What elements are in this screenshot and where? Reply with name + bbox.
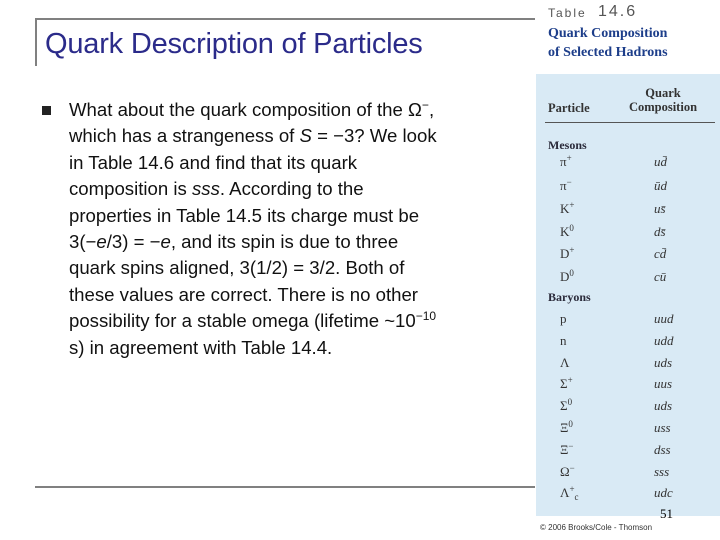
column-header-quark-composition bbox=[623, 86, 703, 114]
body-text-run: quark spins aligned, 3(1/2) = 3/2. Both of bbox=[69, 257, 405, 279]
body-line bbox=[69, 229, 517, 255]
particle-superscript: + bbox=[567, 375, 573, 385]
table-title-line: of Selected Hadrons bbox=[548, 45, 668, 60]
baryon-particle bbox=[560, 398, 572, 414]
baryon-particle bbox=[560, 311, 567, 327]
particle-symbol: Ξ bbox=[560, 442, 569, 457]
meson-quark-composition: ds̄ bbox=[654, 224, 666, 239]
meson-quark-composition: ud̄ bbox=[654, 154, 667, 169]
baryon-particle bbox=[560, 485, 579, 501]
body-line bbox=[69, 255, 517, 281]
body-line bbox=[69, 97, 517, 123]
column-header-line: Composition bbox=[628, 100, 698, 114]
meson-particle bbox=[560, 154, 572, 170]
baryon-quark-composition: udd bbox=[654, 333, 674, 348]
body-text-run: 3(− bbox=[69, 231, 97, 253]
particle-superscript: 0 bbox=[569, 223, 574, 233]
meson-quark-composition: cū bbox=[654, 269, 667, 284]
body-text-run: which has a strangeness of bbox=[69, 125, 300, 147]
particle-symbol: Ω bbox=[560, 464, 570, 479]
body-italic-run: S bbox=[299, 125, 312, 147]
baryon-quark-composition: uss bbox=[654, 420, 671, 435]
body-line bbox=[69, 335, 517, 361]
meson-particle bbox=[560, 201, 574, 217]
particle-superscript: − bbox=[569, 463, 575, 473]
baryon-quark-composition: sss bbox=[654, 464, 670, 479]
meson-particle bbox=[560, 246, 574, 262]
particle-superscript: − bbox=[568, 441, 574, 451]
section-baryons: Baryons bbox=[548, 290, 591, 304]
particle-symbol: n bbox=[560, 333, 567, 348]
body-italic-run: e bbox=[160, 231, 171, 253]
baryon-particle bbox=[560, 376, 573, 392]
table-header-rule bbox=[545, 122, 715, 123]
baryon-quark-composition: udc bbox=[654, 485, 673, 500]
body-text-run: in Table 14.6 and find that its quark bbox=[69, 151, 358, 173]
baryon-quark-composition: uds bbox=[654, 355, 673, 370]
particle-superscript: − bbox=[566, 177, 572, 187]
table-title bbox=[548, 24, 668, 62]
particle-symbol: π bbox=[560, 154, 567, 169]
body-text-run: . According to the bbox=[219, 178, 364, 200]
meson-quark-composition: us̄ bbox=[654, 201, 666, 216]
page-number: 51 bbox=[660, 506, 673, 521]
body-line bbox=[69, 308, 517, 334]
table-number: 14.6 bbox=[598, 3, 638, 20]
copyright-note: © 2006 Brooks/Cole - Thomson bbox=[540, 523, 653, 532]
particle-superscript: 0 bbox=[568, 419, 573, 429]
particle-superscript: + bbox=[569, 484, 575, 494]
particle-symbol: Λ bbox=[560, 485, 570, 500]
body-text-run: s) in agreement with Table 14.4. bbox=[69, 336, 333, 358]
slide-title: Quark Description of Particles bbox=[45, 28, 423, 60]
slide-body-text bbox=[69, 97, 517, 361]
body-line bbox=[69, 203, 517, 229]
baryon-quark-composition: uud bbox=[654, 311, 674, 326]
body-line bbox=[69, 176, 517, 202]
particle-symbol: π bbox=[560, 178, 567, 193]
body-text-run: /3) = − bbox=[106, 231, 161, 253]
body-italic-run: e bbox=[96, 231, 107, 253]
baryon-quark-composition: dss bbox=[654, 442, 671, 457]
particle-superscript: + bbox=[569, 200, 575, 210]
body-text-run: , and its spin is due to three bbox=[170, 231, 399, 253]
body-text-run: = −3? We look bbox=[311, 125, 437, 147]
particle-symbol: Σ bbox=[560, 398, 568, 413]
particle-symbol: Ξ bbox=[560, 420, 569, 435]
particle-superscript: 0 bbox=[567, 397, 573, 407]
column-header-line: Quark bbox=[645, 86, 681, 100]
baryon-particle bbox=[560, 355, 569, 371]
body-text-run: composition is bbox=[69, 178, 192, 200]
body-text-run: , bbox=[428, 99, 435, 120]
body-text-run: these values are correct. There is no other bbox=[69, 283, 418, 305]
meson-quark-composition: cd̄ bbox=[654, 246, 667, 261]
particle-superscript: + bbox=[569, 245, 575, 255]
footer-rule bbox=[35, 486, 535, 488]
body-italic-run: sss bbox=[191, 178, 220, 200]
meson-quark-composition: ūd bbox=[654, 178, 667, 193]
title-frame-top-rule bbox=[35, 18, 535, 20]
body-superscript: −10 bbox=[415, 309, 437, 324]
particle-symbol: D bbox=[560, 269, 570, 284]
body-line bbox=[69, 282, 517, 308]
body-superscript: − bbox=[421, 98, 429, 112]
particle-subscript: c bbox=[574, 492, 579, 502]
body-text-run: properties in Table 14.5 its charge must be bbox=[69, 204, 420, 226]
baryon-quark-composition: uus bbox=[654, 376, 673, 391]
body-line bbox=[69, 150, 517, 176]
baryon-particle bbox=[560, 420, 573, 436]
particle-symbol: Σ bbox=[560, 376, 568, 391]
particle-symbol: K bbox=[560, 224, 570, 239]
meson-particle bbox=[560, 224, 574, 240]
particle-symbol: D bbox=[560, 246, 570, 261]
section-mesons: Mesons bbox=[548, 138, 587, 152]
baryon-quark-composition: uds bbox=[654, 398, 673, 413]
baryon-particle bbox=[560, 333, 567, 349]
particle-superscript: + bbox=[566, 153, 572, 163]
bullet-square-icon bbox=[42, 106, 51, 115]
particle-superscript: 0 bbox=[569, 268, 574, 278]
particle-symbol: p bbox=[560, 311, 567, 326]
meson-particle bbox=[560, 178, 572, 194]
table-label: Table bbox=[548, 6, 587, 20]
particle-symbol: K bbox=[560, 201, 570, 216]
baryon-particle bbox=[560, 442, 573, 458]
body-text-run: possibility for a stable omega (lifetime ~10 bbox=[69, 310, 416, 332]
body-line bbox=[69, 123, 517, 149]
body-text-run: What about the quark composition of the Ω bbox=[69, 99, 422, 120]
title-frame-left-rule bbox=[35, 18, 37, 66]
meson-particle bbox=[560, 269, 574, 285]
table-title-line: Quark Composition bbox=[548, 26, 668, 41]
column-header-particle: Particle bbox=[548, 101, 590, 115]
baryon-particle bbox=[560, 464, 575, 480]
particle-symbol: Λ bbox=[560, 355, 570, 370]
